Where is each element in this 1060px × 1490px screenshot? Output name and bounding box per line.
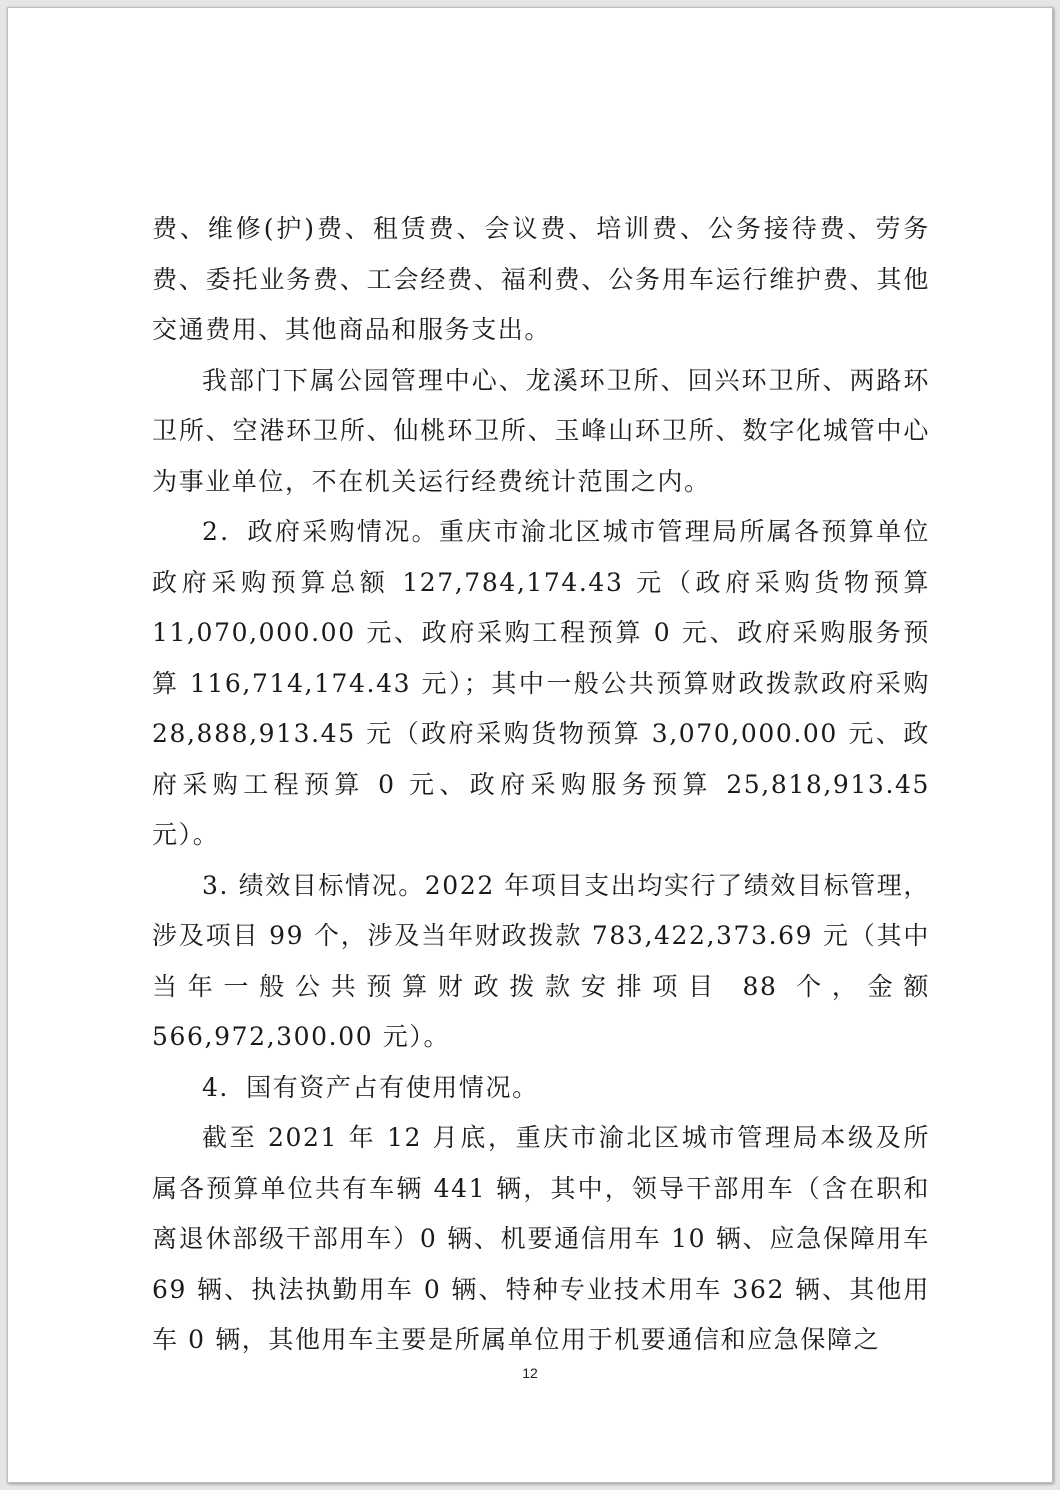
paragraph-expense-list: 费、维修(护)费、租赁费、会议费、培训费、公务接待费、劳务费、委托业务费、工会经费、福利费、公务用车运行维护费、其他交通费用、其他商品和服务支出。 (152, 214, 930, 344)
document-page (7, 7, 1053, 1483)
paragraph-performance-targets: 3. 绩效目标情况。2022 年项目支出均实行了绩效目标管理，涉及项目 99 个，涉及当年财政拨款 783,422,373.69 元（其中当年一般公共预算财政拨款安排项目 88 个，金额 566,972,300.00 元）。 (152, 870, 930, 1051)
paragraph-government-procurement: 2．政府采购情况。重庆市渝北区城市管理局所属各预算单位政府采购预算总额 127,784,174.43 元（政府采购货物预算 11,070,000.00 元、政府采购工程预算 0 元、政府采购服务预算 116,714,174.43 元）；其中一般公共预算财政拨款政府采购 28,888,913.45 元（政府采购货物预算 3,070,000.00 元、政府采购工程预算 0 元、政府采购服务预算 25,818,913.45 元）。 (152, 517, 930, 849)
paragraph-vehicle-statistics: 截至 2021 年 12 月底，重庆市渝北区城市管理局本级及所属各预算单位共有车辆 441 辆，其中，领导干部用车（含在职和离退休部级干部用车）0 辆、机要通信用车 10 辆、应急保障用车 69 辆、执法执勤用车 0 辆、特种专业技术用车 362 辆、其他用车 0 辆，其他用车主要是所属单位用于机要通信和应急保障之 (152, 1123, 930, 1354)
page-number: 12 (522, 1365, 538, 1381)
paragraph-subordinate-units: 我部门下属公园管理中心、龙溪环卫所、回兴环卫所、两路环卫所、空港环卫所、仙桃环卫所、玉峰山环卫所、数字化城管中心为事业单位，不在机关运行经费统计范围之内。 (152, 365, 930, 496)
document-body (152, 204, 930, 1366)
paragraph-state-assets-heading: 4．国有资产占有使用情况。 (202, 1072, 539, 1102)
